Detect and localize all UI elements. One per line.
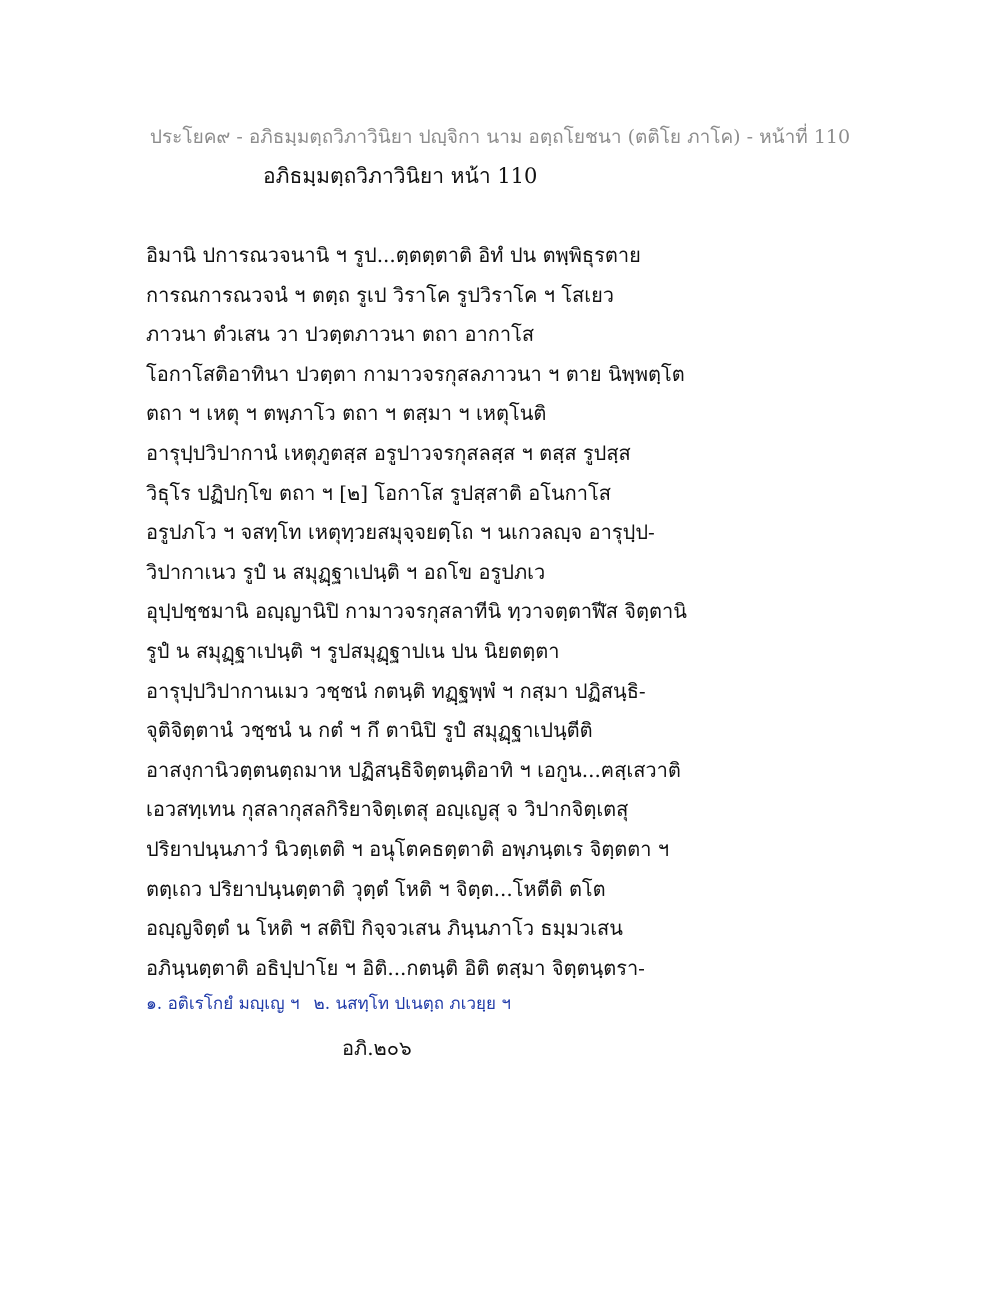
page-title: อภิธมฺมตฺถวิภาวินิยา หน้า 110: [263, 164, 538, 188]
text-line: เอวสทฺเทน กุสลากุสลกิริยาจิตฺเตสุ อญฺเญสุ จ วิปากจิตฺเตสุ: [146, 797, 629, 822]
running-header: ประโยค๙ - อภิธมฺมตฺถวิภาวินิยา ปญฺจิกา นาม อตฺถโยชนา (ตติโย ภาโค) - หน้าที่ 110: [149, 126, 851, 148]
text-line: อภินฺนตฺตาติ อธิปฺปาโย ฯ อิติ...กตนฺติ อิติ ตสฺมา จิตฺตนฺตรา-: [146, 955, 645, 980]
footnote-2: ๒. นสทฺโท ปเนตฺถ ภเวยฺย ฯ: [313, 994, 511, 1014]
text-line: อาสงฺกานิวตฺตนตฺถมาห ปฏิสนฺธิจิตฺตนฺติอาทิ ฯ เอกูน...ฅสฺเสวาติ: [146, 757, 681, 782]
text-line: ตตฺเถว ปริยาปนฺนตฺตาติ วุตฺตํ โหติ ฯ จิตฺต...โหตีติ ตโต: [146, 876, 606, 901]
text-line: รูปํ น สมุฏฺฐาเปนฺติ ฯ รูปสมุฏฺฐาปเน ปน นิยตตฺตา: [146, 638, 560, 663]
text-line: อุปฺปชฺชมานิ อญฺญานิปิ กามาวจรกุสลาทีนิ ทฺวาจตฺตาฬีส จิตฺตานิ: [146, 599, 687, 624]
text-line: ปริยาปนฺนภาวํ นิวตฺเตติ ฯ อนุโตคธตฺตาติ อพฺภนฺตเร จิตฺตตา ฯ: [146, 836, 670, 861]
body-text: [146, 236, 706, 988]
footnotes: [146, 990, 511, 1017]
text-line: อิมานิ ปการณวจนานิ ฯ รูป...ตฺตตฺตาติ อิทํ ปน ตพฺพิธุรตาย: [146, 243, 641, 267]
text-line: ภาวนา ตํวเสน วา ปวตฺตภาวนา ตถา อากาโส: [146, 322, 535, 347]
text-line: อรูปภโว ฯ จสทฺโท เหตุทฺวยสมุจฺจยตฺโถ ฯ นเกวลญฺจ อารุปฺป-: [146, 520, 655, 545]
text-line: อารุปฺปวิปากานํ เหตุภูตสฺส อรูปาวจรกุสลสฺส ฯ ตสฺส รูปสฺส: [146, 440, 631, 465]
footnote-1: ๑. อติเรโกยํ มญฺเญ ฯ: [146, 994, 300, 1014]
page-reference: อภิ.๒๐๖: [342, 1036, 412, 1060]
text-line: จุติจิตฺตานํ วชฺชนํ น กตํ ฯ กึ ตานิปิ รูปํ สมุฏฺฐาเปนฺตีติ: [146, 718, 593, 743]
text-line: วิปากาเนว รูปํ น สมุฏฺฐาเปนฺติ ฯ อถโข อรูปภเว: [146, 559, 546, 584]
text-line: อารุปฺปวิปากานเมว วชฺชนํ กตนฺติ ทฏฺฐพฺพํ ฯ กสฺมา ปฏิสนฺธิ-: [146, 678, 646, 703]
text-line: วิธุโร ปฏิปกฺโข ตถา ฯ [๒] โอกาโส รูปสฺสาติ อโนกาโส: [146, 480, 611, 505]
text-line: ตถา ฯ เหตุ ฯ ตพฺภาโว ตถา ฯ ตสฺมา ฯ เหตุโนติ: [146, 401, 547, 426]
text-line: อญฺญจิตฺตํ น โหติ ฯ สติปิ กิจฺจวเสน ภินฺนภาโว ธมฺมวเสน: [146, 916, 623, 941]
text-line: การณการณวจนํ ฯ ตตฺถ รูเป วิราโค รูปวิราโค ฯ โสเยว: [146, 282, 615, 307]
text-line: โอกาโสติอาทินา ปวตฺตา กามาวจรกุสลภาวนา ฯ ตาย นิพฺพตฺโต: [146, 361, 685, 386]
